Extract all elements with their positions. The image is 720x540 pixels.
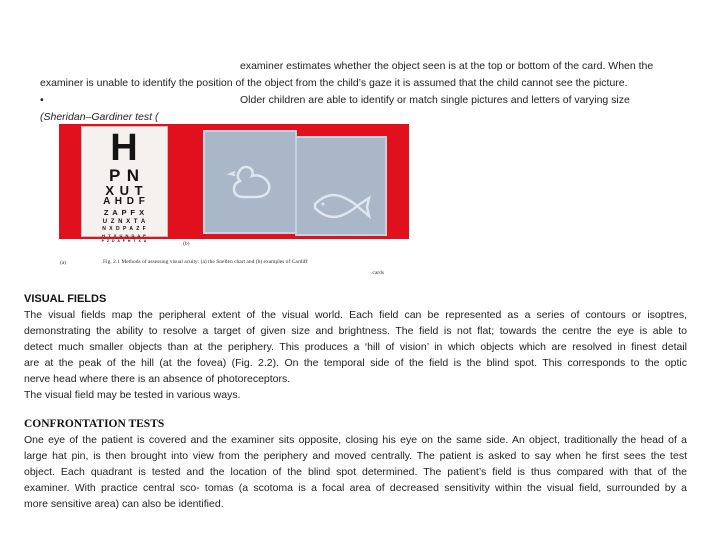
intro-line-4: (Sheridan–Gardiner test ( [40, 111, 159, 123]
paragraph-line: nerve head where there is an absence of photoreceptors. [24, 373, 291, 385]
paragraph-line: One eye of the patient is covered and the examiner sits opposite, closing his eye on the same side. An object, traditionally the head of a [24, 434, 687, 446]
intro-line-2: examiner is unable to identify the position of the object from the child’s gaze it is assumed that the child cannot see the picture. [40, 77, 628, 89]
bullet-marker: • [40, 94, 44, 106]
confrontation-paragraph [24, 432, 687, 512]
cardiff-card-fish [295, 136, 387, 236]
paragraph-line: more sensitive area) can also be identified. [24, 498, 224, 510]
paragraph-line: demonstrating the ability to resolve a target of given size and brightness. The field is not flat; towards the centre the eye is able to [24, 325, 687, 337]
section-heading-confrontation-tests: CONFRONTATION TESTS [24, 418, 165, 430]
chart-row: Z A P F X [103, 208, 146, 217]
chart-row: H T X U N D A P [102, 232, 147, 238]
paragraph-line: detect much smaller objects than at the periphery. This produces a ‘hill of vision’ in which objects which are resolved in finest detail [24, 341, 687, 353]
intro-line-1: examiner estimates whether the object seen is at the top or bottom of the card. When the [240, 60, 654, 72]
figure-visual-acuity [59, 124, 409, 243]
visual-fields-paragraph [24, 307, 687, 403]
paragraph-line: The visual fields map the peripheral extent of the visual world. Each field can be represented as a series of contours or isoptres, [24, 309, 687, 321]
chart-row: X U T [105, 183, 144, 198]
paragraph-line: The visual field may be tested in various ways. [24, 389, 241, 401]
paragraph-line: examiner. With practice central sco- tomas (a scotoma is a focal area of decreased sensitivity within the visual field, surrounded by a [24, 482, 687, 494]
chart-row: N X D P A Z F [102, 225, 147, 232]
paragraph-line: object. Each quadrant is tested and the location of the blind spot determined. The patient’s field is thus compared with that of the [24, 466, 687, 478]
figure-label-a: (a) [60, 260, 67, 266]
duck-picture-icon [205, 132, 295, 232]
intro-line-3: Older children are able to identify or match single pictures and letters of varying size [240, 94, 630, 106]
chart-row: P N [108, 166, 141, 185]
paragraph-line: large hat pin, is then brought into view from the periphery and moved centrally. The patient is asked to say when he first sees the test [24, 450, 687, 462]
figure-caption-line-2: .cards [371, 270, 384, 276]
figure-label-b: (b) [183, 241, 190, 247]
chart-row: U Z N X T A [102, 218, 147, 225]
cardiff-card-duck [203, 130, 297, 234]
section-heading-visual-fields: VISUAL FIELDS [24, 293, 107, 305]
chart-row: P Z D A F H T X U [101, 238, 148, 243]
figure-caption-line-1: Fig. 2.1 Methods of assessing visual acuity: (a) the Snellen chart and (b) examples of Cardiff [103, 259, 308, 265]
chart-row: A H D F [103, 196, 146, 207]
paragraph-line: are at the peak of the hill (at the fovea) (Fig. 2.2). On the temporal side of the field is the blind spot. This corresponds to the optic [24, 357, 687, 369]
snellen-chart [81, 126, 168, 243]
fish-picture-icon [297, 138, 385, 234]
chart-row: H [110, 127, 139, 169]
